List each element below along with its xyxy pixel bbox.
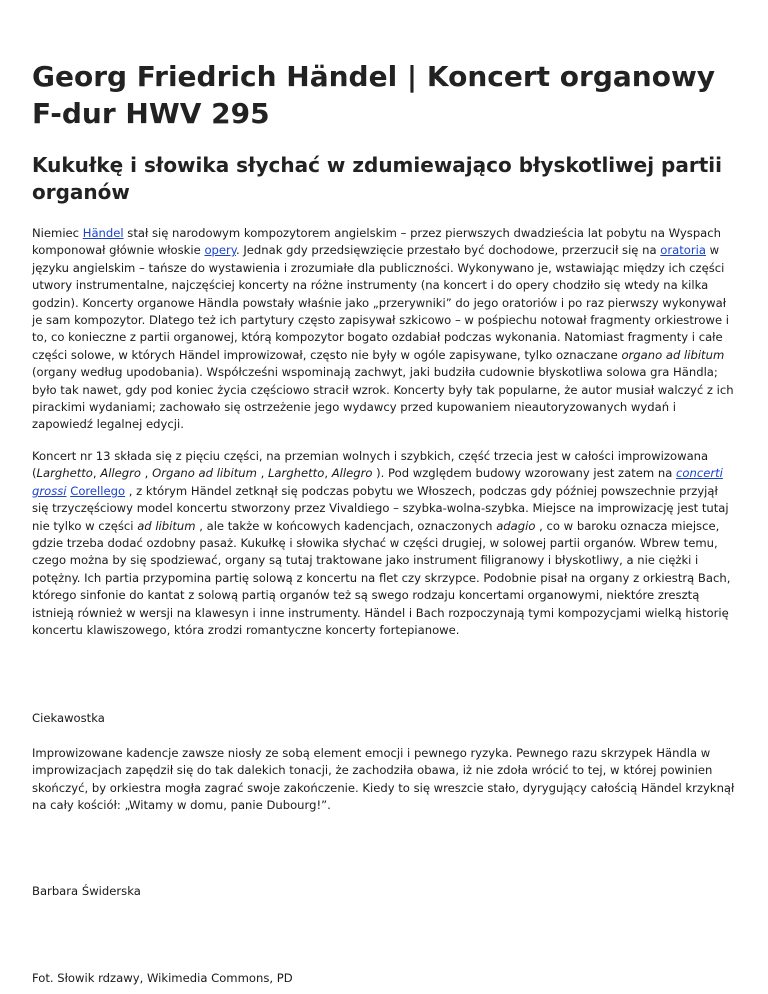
movement-name: Allegro bbox=[331, 466, 373, 481]
curiosity-heading: Ciekawostka bbox=[32, 711, 105, 726]
author-name: Barbara Świderska bbox=[32, 884, 141, 899]
text-span: , z którym Händel zetknął się podczas pobytu we Włoszech, podczas gdy później powszechnie przyjął się trzyczęściowy model koncertu stworzony przez Vivaldiego – szybka-wolna-szybka. Miejsce na improwizację jest tutaj nie tylko w części bbox=[32, 483, 729, 533]
photo-credit: Fot. Słowik rdzawy, Wikimedia Commons, PD bbox=[32, 970, 293, 985]
text-span: , bbox=[141, 466, 153, 481]
link-corellego[interactable]: Corellego bbox=[70, 483, 126, 498]
italic-term: ad libitum bbox=[137, 518, 196, 533]
text-span: ). Pod względem budowy wzorowany jest zatem na bbox=[372, 466, 677, 481]
text-span: Koncert nr 13 składa się z pięciu części, na przemian wolnych i szybkich, część trzecia jest w całości improwizowana ( bbox=[32, 448, 709, 481]
link-oratoria[interactable]: oratoria bbox=[660, 243, 706, 258]
link-opery[interactable]: opery bbox=[204, 243, 236, 258]
intro-paragraph bbox=[32, 225, 736, 434]
movement-name: Larghetto bbox=[267, 466, 325, 481]
movement-name: Allegro bbox=[100, 466, 141, 481]
text-span: . Jednak gdy przedsięwzięcie przestało być dochodowe, przerzucił się na bbox=[236, 243, 661, 258]
text-span: , co w baroku oznacza miejsce, gdzie trzeba dodać ozdobny pasaż. Kukułkę i słowika słychać w części drugiej, w solowej partii organów. Wbrew temu, czego można by się spodziewać, organy są tutaj traktowane jako instrument filigranowy i błyskotliwy, a nie ciężki i potężny. Ich partia przypomina partię solową z koncertu na flet czy skrzypce. Podobnie pisał na organy z orkiestrą Bach, którego sinfonie do kantat z solową partią organów też są swego rodzaju koncertami organowymi, niektóre zresztą istnieją również w wersji na klawesyn i inne instrumenty. Händel i Bach rozpoczynają tymi kompozycjami wielką historię koncertu klawiszowego, która zrodzi romantyczne koncerty fortepianowe. bbox=[32, 518, 731, 637]
text-span: , ale także w końcowych kadencjach, oznaczonych bbox=[195, 518, 497, 533]
link-handel[interactable]: Händel bbox=[82, 226, 124, 240]
link-text: concerti grossi bbox=[32, 466, 723, 498]
text-span: w języku angielskim – tańsze do wystawienia i zrozumiałe dla publiczności. Wykonywano je, wstawiając między ich części utwory instrumentalne, najczęściej koncerty na różne instrumenty (na koncert i do opery chodziło się wtedy na kilka godzin). Koncerty organowe Händla powstały właśnie jako „przerywniki” do jego oratoriów i po raz pierwszy wykonywał je sam kompozytor. Dlatego też ich partytury często zapisywał szkicowo – w pośpiechu notował fragmenty orkiestrowe i to, co konieczne z partii organowej, którą kompozytor bogato ozdabiał podczas wykonania. Natomiast fragmenty i całe części solowe, w których Händel improwizował, często nie były w ogóle zapisywane, tylko oznaczane bbox=[32, 243, 730, 362]
text-span: , bbox=[92, 466, 101, 481]
italic-term: adagio bbox=[496, 518, 536, 533]
page-title: Georg Friedrich Händel | Koncert organowy F-dur HWV 295 bbox=[32, 60, 716, 130]
text-span: stał się narodowym kompozytorem angielskim – przez pierwszych dwadzieścia lat pobytu na Wyspach komponował głównie włoskie bbox=[32, 226, 722, 258]
text-span: , bbox=[256, 466, 268, 481]
text-span: (organy według upodobania). Współcześni wspominają zachwyt, jaki budziła cudownie błyskotliwa solowa gra Händla; było tak nawet, gdy pod koniec życia częściowo stracił wzrok. Koncerty były tak popularne, że autor musiał walczyć z ich pirackimi wydaniami; zachowało się ostrzeżenie jego wydawcy przed kupowaniem nieautoryzowanych wydań i zapowiedź legalnej edycji. bbox=[32, 365, 734, 432]
page-subtitle: Kukułkę i słowika słychać w zdumiewająco błyskotliwej partii organów bbox=[32, 153, 722, 204]
curiosity-paragraph: Improwizowane kadencje zawsze niosły ze sobą element emocji i pewnego ryzyka. Pewnego razu skrzypek Händla w improwizacjach zapędził się do tak dalekich tonacji, że zachodziła obawa, iż nie zdoła wrócić to tej, w której powinien skończyć, by orkiestra mogła zagrać swoje zakończenie. Kiedy to się wreszcie stało, dyrygujący całością Händel krzyknął na cały kościół: „Witamy w domu, panie Dubourg!”. bbox=[32, 745, 735, 812]
italic-term: organo ad libitum bbox=[621, 347, 725, 362]
movement-name: Organo ad libitum bbox=[152, 466, 257, 481]
movement-name: Larghetto bbox=[36, 466, 93, 481]
text-span: Niemiec bbox=[32, 226, 83, 240]
text-span: , bbox=[324, 466, 332, 481]
concerto-paragraph bbox=[32, 448, 736, 639]
